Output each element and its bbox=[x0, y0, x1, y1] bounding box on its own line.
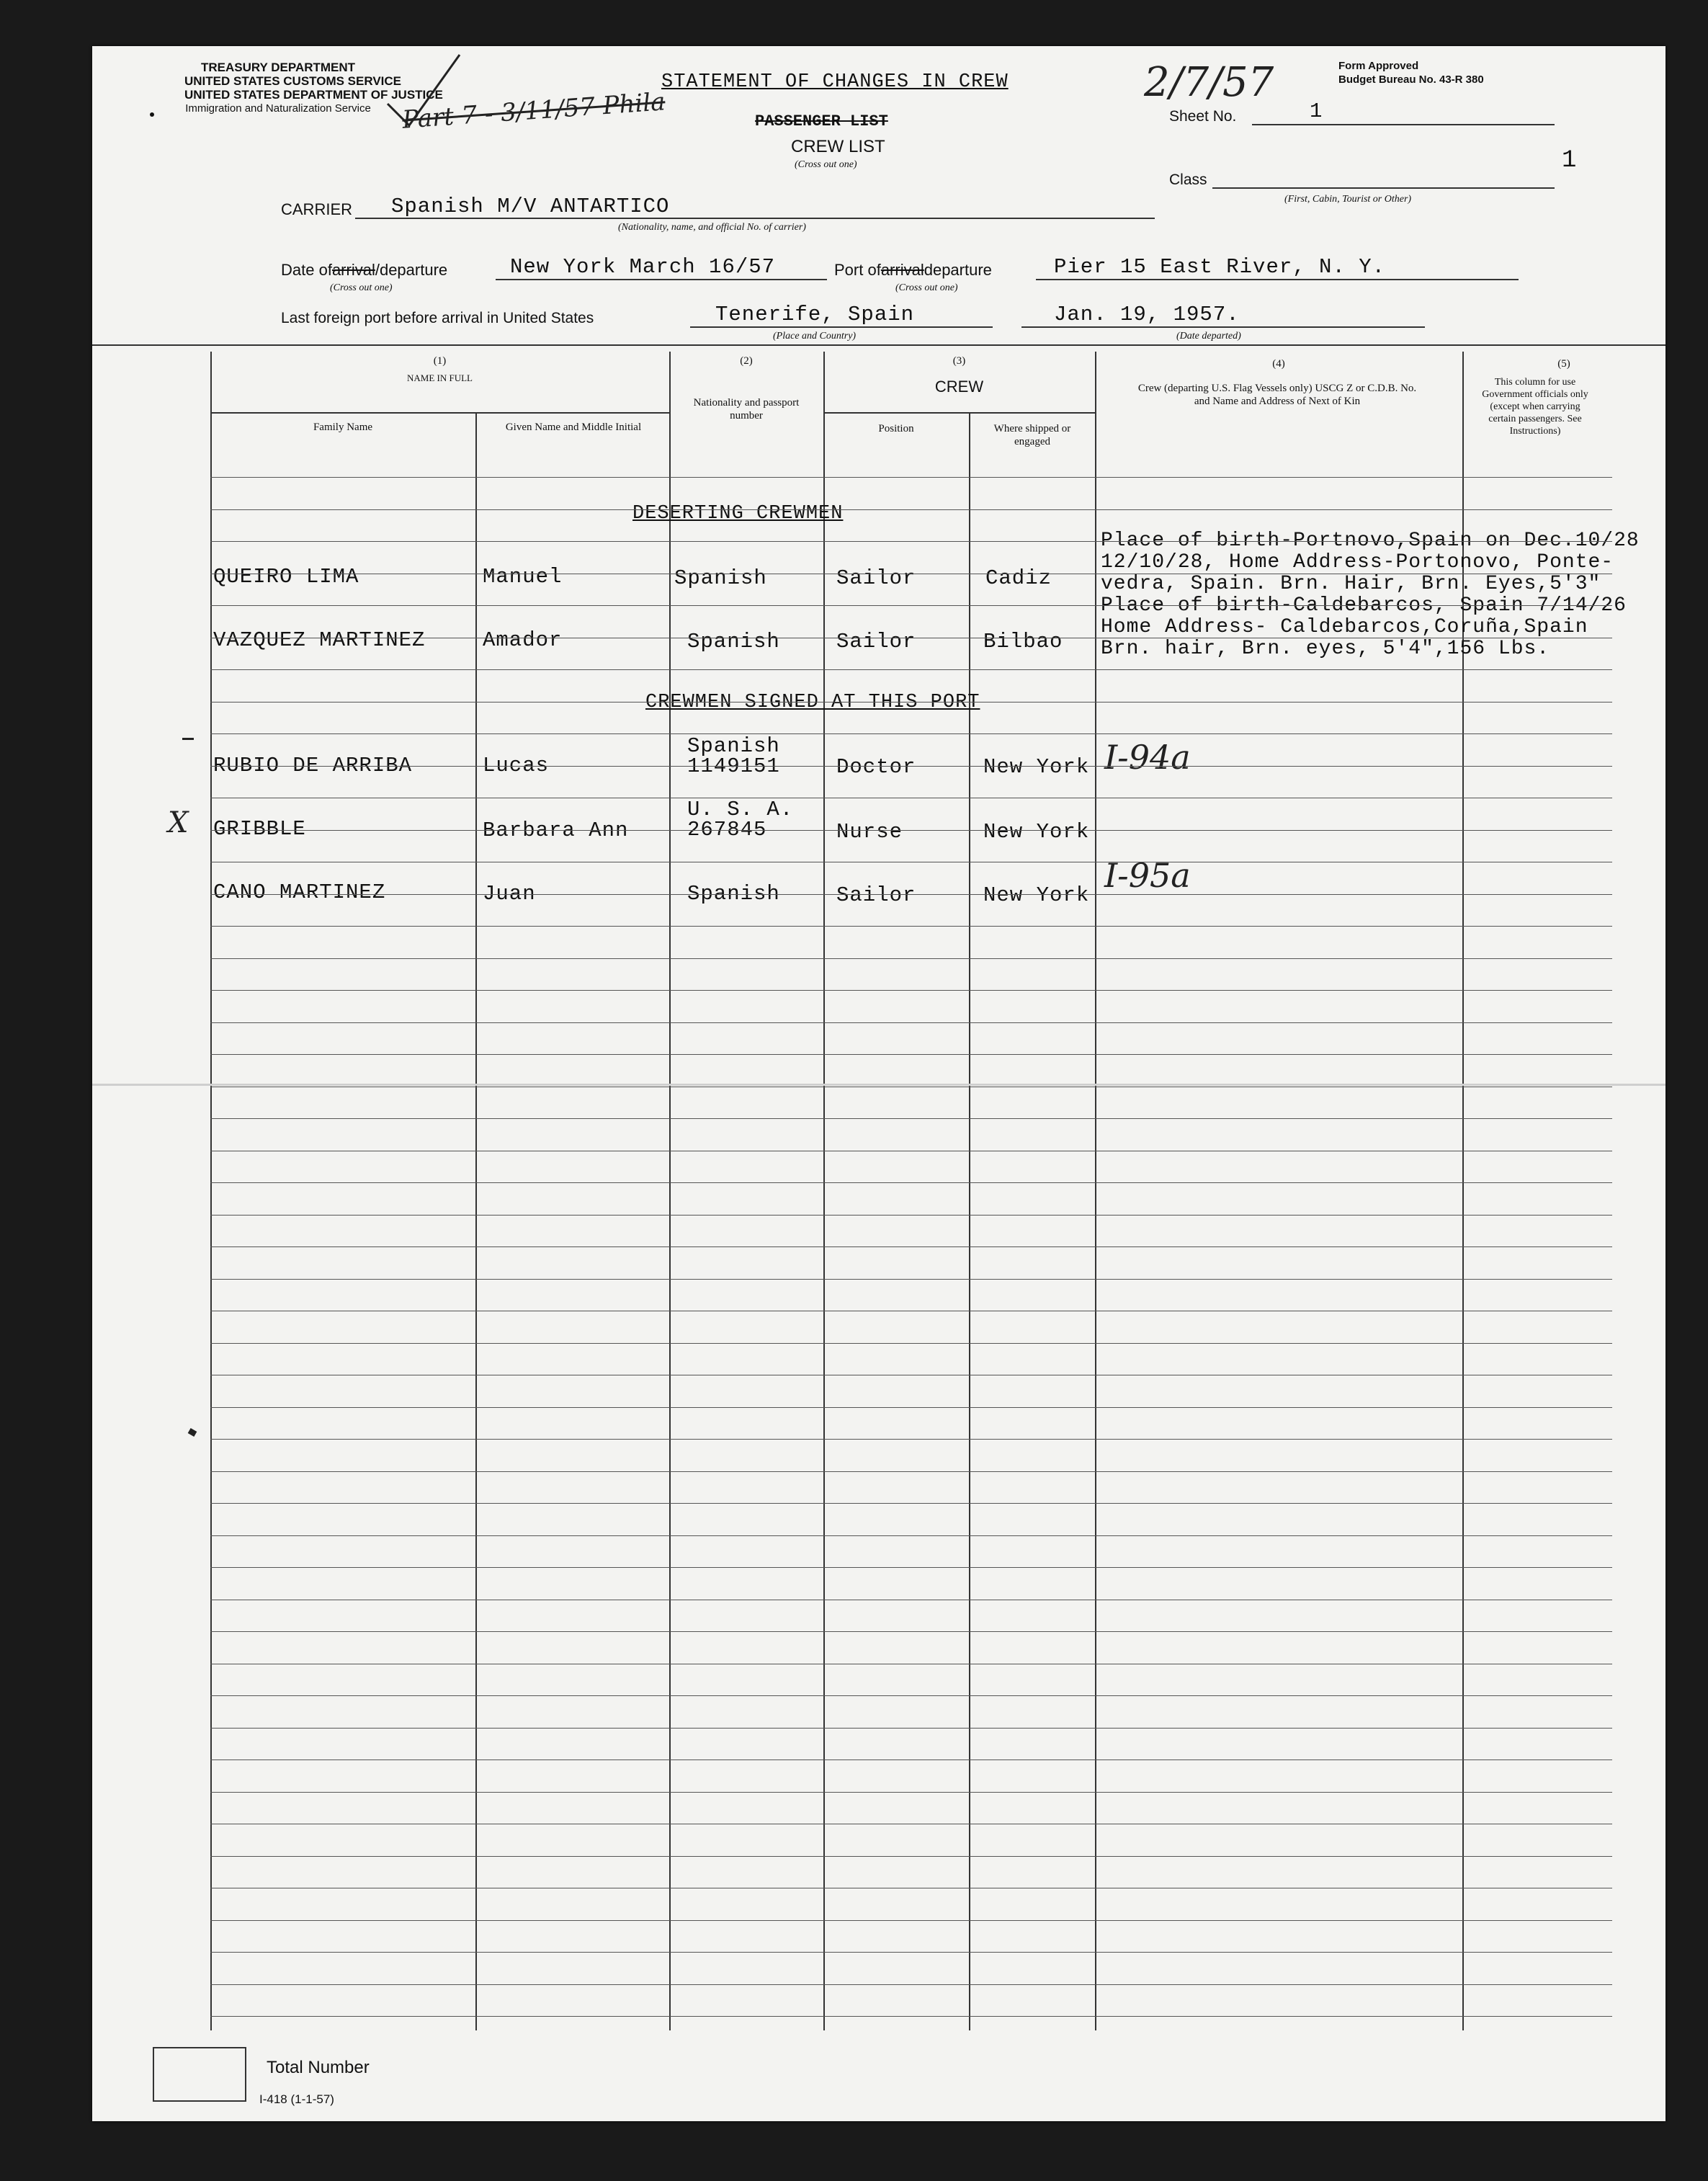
deserter-2-remark-1: Place of birth-Caldebarcos, Spain 7/14/26 bbox=[1101, 594, 1627, 617]
deserter-1-given: Manuel bbox=[483, 565, 563, 589]
row-rule bbox=[210, 1279, 1612, 1280]
tick-mark bbox=[188, 1428, 197, 1437]
crew-list-label: CREW LIST bbox=[791, 137, 885, 156]
port-value: Pier 15 East River, N. Y. bbox=[1054, 255, 1386, 279]
date-label-a: Date of bbox=[281, 261, 332, 279]
agency-line-2: UNITED STATES CUSTOMS SERVICE bbox=[184, 74, 402, 88]
col-line-4 bbox=[969, 414, 970, 2030]
table-top-rule bbox=[92, 344, 1665, 346]
c5-title: This column for use Government officials only (except when carrying certain passengers. See Instructions) bbox=[1482, 377, 1588, 437]
col-line-5 bbox=[1095, 352, 1096, 2030]
signed-3-mark: I-95a bbox=[1104, 856, 1191, 895]
c1-sub-rule bbox=[210, 412, 669, 414]
deserter-2-remark-2: Home Address- Caldebarcos,Coruña,Spain bbox=[1101, 616, 1588, 638]
total-label: Total Number bbox=[267, 2058, 370, 2077]
signed-2-family: GRIBBLE bbox=[213, 817, 306, 841]
c2-title: Nationality and passport number bbox=[693, 397, 800, 422]
class-note: (First, Cabin, Tourist or Other) bbox=[1284, 194, 1412, 205]
section-signed: CREWMEN SIGNED AT THIS PORT bbox=[645, 692, 980, 713]
foreign-port-line bbox=[690, 326, 993, 328]
row-rule bbox=[210, 958, 1612, 959]
date-label-b: /departure bbox=[375, 261, 448, 279]
page-number: 1 bbox=[1562, 147, 1578, 174]
deserter-2-nationality: Spanish bbox=[687, 630, 780, 654]
shipped-header: Where shipped or engaged bbox=[993, 423, 1071, 447]
form-number: I-418 (1-1-57) bbox=[259, 2092, 334, 2106]
row-rule bbox=[210, 541, 1612, 542]
sheet-line bbox=[1252, 124, 1555, 125]
row-rule bbox=[210, 1343, 1612, 1344]
signed-2-nat-2: 267845 bbox=[687, 818, 767, 842]
deserter-1-family: QUEIRO LIMA bbox=[213, 565, 359, 589]
row-rule bbox=[210, 1054, 1612, 1055]
form-title: STATEMENT OF CHANGES IN CREW bbox=[661, 71, 1009, 93]
signed-2-position: Nurse bbox=[836, 820, 903, 844]
row-rule bbox=[210, 1856, 1612, 1857]
date-cross-note: (Cross out one) bbox=[330, 282, 393, 293]
class-line bbox=[1212, 187, 1555, 189]
row-rule bbox=[210, 830, 1612, 831]
deserter-2-family: VAZQUEZ MARTINEZ bbox=[213, 628, 426, 652]
carrier-note: (Nationality, name, and official No. of carrier) bbox=[618, 222, 806, 233]
signed-2-shipped: New York bbox=[983, 820, 1090, 844]
c3-title: CREW bbox=[934, 378, 984, 396]
date-departed-line bbox=[1021, 326, 1425, 328]
row-rule bbox=[210, 1984, 1612, 1985]
row-rule bbox=[210, 990, 1612, 991]
c2-num: (2) bbox=[740, 355, 753, 367]
signed-1-shipped: New York bbox=[983, 755, 1090, 779]
row-rule bbox=[210, 733, 1612, 734]
col-line-3 bbox=[823, 352, 825, 2030]
c1-title: NAME IN FULL bbox=[407, 373, 473, 383]
row-rule bbox=[210, 1246, 1612, 1247]
deserter-1-remark-2: 12/10/28, Home Address-Portonovo, Ponte- bbox=[1101, 551, 1614, 574]
row-rule bbox=[210, 766, 1612, 767]
row-rule bbox=[210, 1022, 1612, 1023]
date-struck: arrival bbox=[331, 261, 375, 279]
col-line-1 bbox=[475, 414, 477, 2030]
row-rule bbox=[210, 1407, 1612, 1408]
carrier-value: Spanish M/V ANTARTICO bbox=[391, 195, 670, 218]
carrier-label: CARRIER bbox=[281, 200, 353, 218]
foreign-port-label: Last foreign port before arrival in United States bbox=[281, 310, 594, 326]
row-rule bbox=[210, 605, 1612, 606]
family-header: Family Name bbox=[313, 422, 373, 433]
date-departed-value: Jan. 19, 1957. bbox=[1054, 303, 1240, 326]
deserter-1-remark-1: Place of birth-Portnovo,Spain on Dec.10/28 bbox=[1101, 530, 1640, 552]
row-rule bbox=[210, 1118, 1612, 1119]
c4-title: Crew (departing U.S. Flag Vessels only) USCG Z or C.D.B. No. and Name and Address of Next of Kin bbox=[1137, 383, 1417, 407]
signed-3-family: CANO MARTINEZ bbox=[213, 880, 386, 904]
agency-line-4: Immigration and Naturalization Service bbox=[185, 102, 371, 115]
sheet-value: 1 bbox=[1310, 99, 1323, 123]
row-rule bbox=[210, 2016, 1612, 2017]
row-rule bbox=[210, 702, 1612, 703]
row-rule bbox=[210, 669, 1612, 670]
punch-dot bbox=[150, 112, 154, 117]
deserter-2-shipped: Bilbao bbox=[983, 630, 1063, 654]
signed-3-shipped: New York bbox=[983, 883, 1090, 907]
c3-num: (3) bbox=[952, 355, 966, 367]
signed-1-given: Lucas bbox=[483, 754, 550, 777]
row-rule bbox=[210, 1695, 1612, 1696]
signed-3-given: Juan bbox=[483, 882, 536, 906]
class-label: Class bbox=[1169, 171, 1207, 188]
col-line-0 bbox=[210, 352, 212, 2030]
x-mark-icon: X bbox=[168, 806, 189, 839]
sheet-label: Sheet No. bbox=[1169, 108, 1237, 125]
row-rule bbox=[210, 1215, 1612, 1216]
handwritten-note: Part 7 - 3/11/57 Phila bbox=[401, 87, 666, 135]
signed-1-family: RUBIO DE ARRIBA bbox=[213, 754, 413, 777]
agency-line-3: UNITED STATES DEPARTMENT OF JUSTICE bbox=[184, 88, 443, 102]
fold-line bbox=[92, 1084, 1665, 1086]
c4-num: (4) bbox=[1272, 358, 1285, 370]
row-rule bbox=[210, 1631, 1612, 1632]
row-rule bbox=[210, 1952, 1612, 1953]
form-approved: Form Approved bbox=[1338, 60, 1419, 72]
signed-1-nationality bbox=[687, 736, 780, 777]
signed-1-nat-1: Spanish bbox=[687, 734, 780, 758]
row-rule bbox=[210, 1792, 1612, 1793]
row-rule bbox=[210, 1920, 1612, 1921]
cross-out-note: (Cross out one) bbox=[795, 159, 857, 170]
row-rule bbox=[210, 477, 1612, 478]
deserter-1-remark-3: vedra, Spain. Brn. Hair, Brn. Eyes,5'3" bbox=[1101, 573, 1601, 595]
port-label-b: departure bbox=[924, 261, 992, 279]
foreign-port-value: Tenerife, Spain bbox=[715, 303, 915, 326]
signed-3-nationality: Spanish bbox=[687, 882, 780, 906]
port-label bbox=[834, 261, 992, 280]
row-rule bbox=[210, 509, 1612, 510]
date-label bbox=[281, 261, 447, 280]
position-header: Position bbox=[878, 423, 914, 434]
passenger-list-struck: PASSENGER LIST bbox=[755, 112, 888, 130]
port-line bbox=[1036, 279, 1519, 280]
signed-2-given: Barbara Ann bbox=[483, 819, 629, 842]
date-value: New York March 16/57 bbox=[510, 255, 776, 279]
signed-2-nat-1: U. S. A. bbox=[687, 798, 794, 821]
row-rule bbox=[210, 1439, 1612, 1440]
handwritten-date: 2/7/57 bbox=[1144, 59, 1274, 106]
date-line bbox=[496, 279, 827, 280]
section-deserting: DESERTING CREWMEN bbox=[632, 503, 844, 525]
deserter-2-position: Sailor bbox=[836, 630, 916, 654]
c5-num: (5) bbox=[1557, 358, 1570, 370]
row-rule bbox=[210, 1535, 1612, 1536]
signed-1-mark: I-94a bbox=[1104, 738, 1191, 777]
checkmark-icon bbox=[380, 53, 467, 140]
row-rule bbox=[210, 1728, 1612, 1729]
c3-sub-rule bbox=[823, 412, 1095, 414]
form-approved-block bbox=[1338, 59, 1484, 86]
row-rule bbox=[210, 894, 1612, 895]
deserter-2-remark-3: Brn. hair, Brn. eyes, 5'4",156 Lbs. bbox=[1101, 638, 1550, 660]
total-box bbox=[153, 2047, 246, 2102]
row-rule bbox=[210, 926, 1612, 927]
deserter-1-shipped: Cadiz bbox=[985, 566, 1052, 590]
row-rule bbox=[210, 1503, 1612, 1504]
row-rule bbox=[210, 1567, 1612, 1568]
budget-bureau: Budget Bureau No. 43-R 380 bbox=[1338, 73, 1484, 86]
date-departed-note: (Date departed) bbox=[1176, 331, 1241, 342]
row-rule bbox=[210, 1759, 1612, 1760]
port-struck: arrival bbox=[880, 261, 924, 279]
deserter-1-position: Sailor bbox=[836, 566, 916, 590]
given-header: Given Name and Middle Initial bbox=[505, 422, 642, 433]
deserter-1-nationality: Spanish bbox=[674, 566, 767, 590]
signed-2-nationality bbox=[687, 800, 793, 840]
deserter-1-remarks bbox=[1101, 530, 1640, 595]
signed-3-position: Sailor bbox=[836, 883, 916, 907]
deserter-2-given: Amador bbox=[483, 628, 563, 652]
signed-1-nat-2: 1149151 bbox=[687, 754, 780, 778]
place-note: (Place and Country) bbox=[773, 331, 857, 342]
crew-list-form bbox=[92, 46, 1665, 2121]
signed-1-position: Doctor bbox=[836, 755, 916, 779]
tick-mark bbox=[182, 738, 194, 740]
row-rule bbox=[210, 1471, 1612, 1472]
row-rule bbox=[210, 1182, 1612, 1183]
agency-line-1: TREASURY DEPARTMENT bbox=[200, 61, 356, 74]
agency-block bbox=[184, 61, 443, 115]
port-label-a: Port of bbox=[834, 261, 881, 279]
col-line-2 bbox=[669, 352, 671, 2030]
port-cross-note: (Cross out one) bbox=[895, 282, 958, 293]
c1-num: (1) bbox=[433, 355, 447, 367]
